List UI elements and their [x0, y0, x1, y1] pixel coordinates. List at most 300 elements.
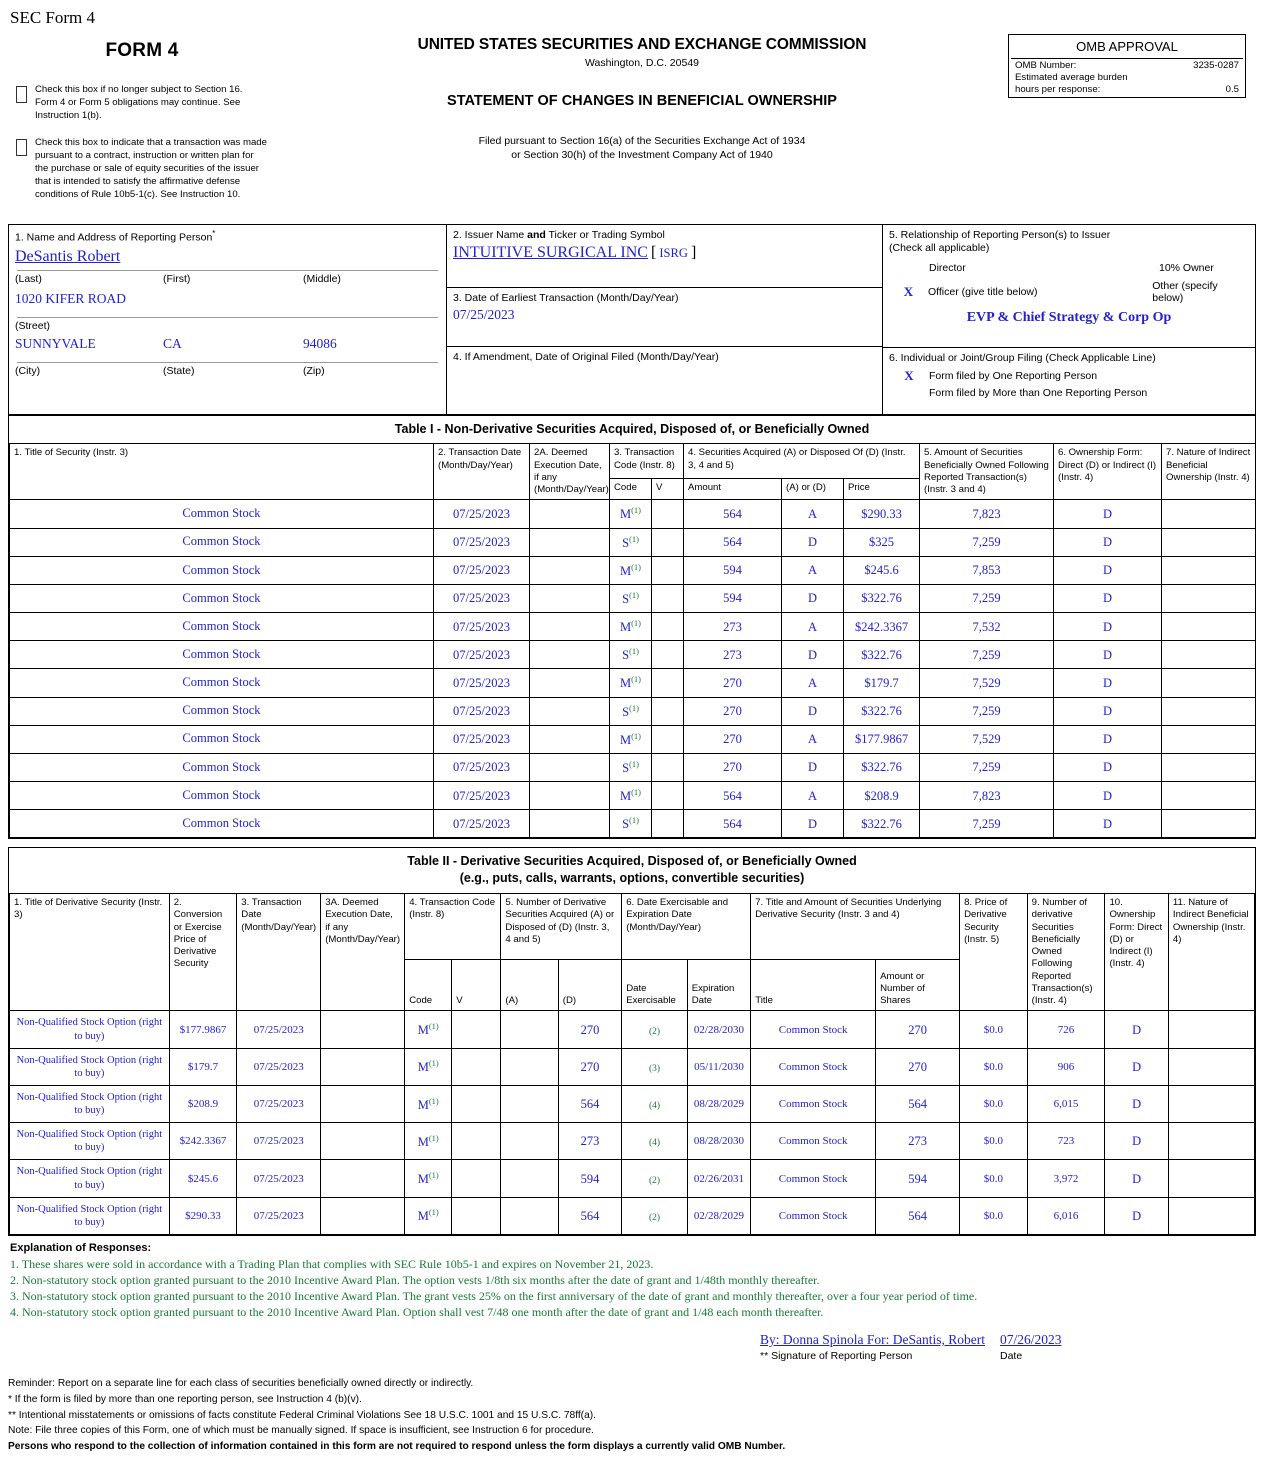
cell-security: Common Stock: [10, 753, 434, 781]
cell-v: [452, 1197, 501, 1234]
box-5-6-column: [883, 225, 1255, 414]
cell-underlying-title: Common Stock: [751, 1085, 876, 1122]
box-3-label: 3. Date of Earliest Transaction (Month/Day/Year): [453, 291, 679, 304]
table-1-title: Table I - Non-Derivative Securities Acquired, Disposed of, or Beneficially Owned: [394, 421, 870, 436]
th2-price-derivative-security: 8. Price of Derivative Security (Instr. 5): [960, 894, 1028, 1011]
table-row: [10, 1085, 1255, 1122]
cell-owned-following: 7,259: [920, 641, 1054, 669]
cell-ownership-form: D: [1054, 697, 1162, 725]
cell-v: [452, 1160, 501, 1197]
cell-ownership-form: D: [1105, 1085, 1168, 1122]
identity-boxes: [8, 224, 1256, 415]
cell-acquired: [501, 1197, 558, 1234]
cell-transaction-date: 07/25/2023: [434, 584, 530, 612]
cell-ownership-form: D: [1054, 753, 1162, 781]
name-captions: [15, 273, 440, 285]
footnote-ref[interactable]: (1): [629, 702, 639, 713]
omb-number-label: OMB Number:: [1015, 60, 1077, 71]
cell-security: Common Stock: [10, 725, 434, 753]
cell-security: Common Stock: [10, 500, 434, 528]
cell-owned-following: 7,529: [920, 725, 1054, 753]
cell-ownership-form: D: [1054, 641, 1162, 669]
cell-transaction-date: 07/25/2023: [237, 1123, 321, 1160]
th2-transaction-code: 4. Transaction Code (Instr. 8): [405, 894, 501, 960]
footnote-ref[interactable]: (1): [629, 758, 639, 769]
box-6-filing-type: [883, 348, 1255, 414]
cell-v: [652, 641, 684, 669]
cell-nature-indirect: [1162, 613, 1256, 641]
cell-deemed-date: [321, 1085, 405, 1122]
table-row: [10, 697, 1256, 725]
caption-zip: (Zip): [303, 364, 325, 377]
th-nature-indirect-ownership: 7. Nature of Indirect Beneficial Ownership (Instr. 4): [1162, 444, 1256, 500]
cell-transaction-date: 07/25/2023: [434, 810, 530, 838]
cell-expiration-date: 02/28/2029: [687, 1197, 750, 1234]
th-amount: Amount: [684, 479, 782, 500]
th-price: Price: [844, 479, 920, 500]
cell-underlying-shares: 564: [876, 1085, 960, 1122]
table-row: [10, 556, 1256, 584]
cell-derivative-security: Non-Qualified Stock Option (right to buy): [10, 1085, 170, 1122]
th2-date-exercisable-expiration: 6. Date Exercisable and Expiration Date (Month/Day/Year): [622, 894, 751, 960]
th2-number-owned-following: 9. Number of derivative Securities Beneficially Owned Following Reported Transaction(s) (Instr. 4): [1027, 894, 1105, 1011]
cell-transaction-date: 07/25/2023: [434, 725, 530, 753]
cell-owned-following: 7,259: [920, 810, 1054, 838]
cell-nature-indirect: [1168, 1085, 1254, 1122]
table-2-header-row-1: [10, 894, 1255, 960]
cell-date-exercisable: [622, 1123, 688, 1160]
cell-transaction-code: M$^{(1)}$: [610, 613, 652, 641]
cell-v: [652, 528, 684, 556]
divider-citystatezip: [17, 362, 438, 363]
footer-notes: [8, 1376, 1256, 1455]
cell-expiration-date: 02/28/2030: [687, 1011, 750, 1048]
th2-a: (A): [501, 959, 558, 1011]
footnote-ref[interactable]: (1): [428, 1170, 439, 1180]
relationship-row-officer[interactable]: [889, 280, 1249, 304]
cell-acquired-disposed: D: [782, 697, 844, 725]
cell-disposed: 594: [558, 1160, 621, 1197]
footnote-ref[interactable]: (1): [631, 787, 642, 797]
explanation-item: 4. Non-statutory stock option granted pursuant to the 2010 Incentive Award Plan. Option shall vest 7/48 one month after the date of grant and 1/48 each month thereafter.: [10, 1304, 824, 1319]
cell-price: $322.76: [844, 584, 920, 612]
cell-security: Common Stock: [10, 669, 434, 697]
cell-nature-indirect: [1168, 1123, 1254, 1160]
cell-v: [652, 500, 684, 528]
cell-transaction-date: 07/25/2023: [434, 697, 530, 725]
cell-transaction-code: M$^{(1)}$: [610, 669, 652, 697]
citystatezip-captions: [15, 365, 440, 377]
cell-derivatives-owned: 6,016: [1027, 1197, 1105, 1234]
cell-ownership-form: D: [1105, 1197, 1168, 1234]
cell-transaction-code: M$^{(1)}$: [405, 1011, 452, 1048]
omb-approval-box: [1008, 34, 1246, 98]
cell-price: $177.9867: [844, 725, 920, 753]
table-row: [10, 1197, 1255, 1234]
cell-date-exercisable: [622, 1011, 688, 1048]
footer-note-star: * If the form is filed by more than one reporting person, see Instruction 4 (b)(v).: [8, 1393, 362, 1405]
cell-v: [652, 697, 684, 725]
cell-nature-indirect: [1168, 1197, 1254, 1234]
cell-acquired-disposed: A: [782, 500, 844, 528]
footer-note-double-star: ** Intentional misstatements or omissions of facts constitute Federal Criminal Violations See 18 U.S.C. 1001 and 15 U.S.C. 78ff(a).: [8, 1409, 596, 1421]
cell-price: $322.76: [844, 641, 920, 669]
filing-row-more-persons[interactable]: [889, 387, 1249, 399]
cell-price: $208.9: [844, 782, 920, 810]
cell-transaction-date: 07/25/2023: [237, 1011, 321, 1048]
cell-amount: 594: [684, 556, 782, 584]
cell-owned-following: 7,529: [920, 669, 1054, 697]
sec-form-label: SEC Form 4: [10, 8, 96, 27]
cell-nature-indirect: [1168, 1160, 1254, 1197]
cell-transaction-code: M$^{(1)}$: [405, 1048, 452, 1085]
cell-amount: 564: [684, 782, 782, 810]
cell-derivative-price: $0.0: [960, 1160, 1028, 1197]
box-1-reporting-person: [9, 225, 447, 414]
cell-acquired-disposed: A: [782, 613, 844, 641]
cell-expiration-date: 02/26/2031: [687, 1160, 750, 1197]
cell-underlying-shares: 564: [876, 1197, 960, 1234]
cell-underlying-shares: 594: [876, 1160, 960, 1197]
issuer-line: [453, 244, 876, 262]
th2-v: V: [452, 959, 501, 1011]
omb-title: OMB APPROVAL: [1011, 37, 1243, 59]
reporting-person-street: 1020 KIFER ROAD: [15, 290, 127, 306]
cell-acquired-disposed: D: [782, 753, 844, 781]
cell-security: Common Stock: [10, 556, 434, 584]
cell-disposed: 564: [558, 1197, 621, 1234]
footnote-ref[interactable]: (2): [648, 1175, 661, 1186]
reporting-person-name[interactable]: DeSantis Robert: [15, 247, 121, 265]
th2-date-exercisable: Date Exercisable: [622, 959, 688, 1011]
cell-derivative-price: $0.0: [960, 1123, 1028, 1160]
footnote-ref[interactable]: (1): [629, 815, 639, 826]
th2-ownership-form: 10. Ownership Form: Direct (D) or Indirect (I) (Instr. 4): [1105, 894, 1168, 1011]
cell-ownership-form: D: [1054, 810, 1162, 838]
box-5-relationship: [883, 225, 1255, 347]
footnote-ref[interactable]: (1): [428, 1132, 439, 1143]
omb-hours-value: 0.5: [1225, 84, 1239, 95]
form-title: FORM 4: [105, 40, 179, 61]
filed-line-1: Filed pursuant to Section 16(a) of the Securities Exchange Act of 1934: [478, 135, 806, 147]
cell-ownership-form: D: [1105, 1048, 1168, 1085]
explanation-list: [8, 1257, 1256, 1320]
cell-underlying-shares: 270: [876, 1048, 960, 1085]
cell-acquired-disposed: A: [782, 782, 844, 810]
omb-number-value: 3235-0287: [1193, 60, 1239, 71]
cell-price: $325: [844, 528, 920, 556]
cell-v: [452, 1011, 501, 1048]
cell-nature-indirect: [1162, 697, 1256, 725]
table-row: [10, 641, 1256, 669]
cell-ownership-form: D: [1105, 1160, 1168, 1197]
cell-ownership-form: D: [1054, 725, 1162, 753]
cell-v: [652, 669, 684, 697]
cell-transaction-code: S$^{(1)}$: [610, 810, 652, 838]
cell-expiration-date: 08/28/2029: [687, 1085, 750, 1122]
cell-acquired: [501, 1123, 558, 1160]
omb-hours-label: hours per response:: [1015, 84, 1101, 95]
reporting-person-state: CA: [163, 335, 182, 351]
cell-ownership-form: D: [1105, 1123, 1168, 1160]
cell-deemed-date: [321, 1123, 405, 1160]
cell-v: [652, 584, 684, 612]
cell-derivatives-owned: 6,015: [1027, 1085, 1105, 1122]
cell-owned-following: 7,259: [920, 528, 1054, 556]
cell-transaction-code: M$^{(1)}$: [405, 1197, 452, 1234]
box-2-issuer: [447, 225, 882, 287]
one-person-checkmark[interactable]: X: [904, 368, 914, 384]
filed-line-2: or Section 30(h) of the Investment Company Act of 1940: [511, 149, 773, 162]
cell-ownership-form: D: [1054, 613, 1162, 641]
filing-row-one-person[interactable]: [889, 368, 1249, 384]
footnote-ref[interactable]: (2): [648, 1026, 661, 1037]
footer-reminder: Reminder: Report on a separate line for each class of securities beneficially owned directly or indirectly.: [8, 1377, 474, 1389]
th2-underlying-amount: Amount or Number of Shares: [876, 959, 960, 1011]
table-2-title: [9, 848, 1255, 893]
table-1-header-row-1: [10, 444, 1256, 479]
table-row: [10, 669, 1256, 697]
cell-date-exercisable: [622, 1085, 688, 1122]
th-a-or-d: (A) or (D): [782, 479, 844, 500]
signature-date: 07/26/2023: [1000, 1331, 1062, 1347]
omb-burden-row: [1011, 71, 1243, 83]
cell-transaction-date: 07/25/2023: [434, 641, 530, 669]
relationship-row-director[interactable]: [889, 262, 1249, 274]
cell-owned-following: 7,259: [920, 584, 1054, 612]
cell-acquired-disposed: A: [782, 669, 844, 697]
cell-deemed-date: [530, 782, 610, 810]
cell-derivative-security: Non-Qualified Stock Option (right to buy): [10, 1197, 170, 1234]
th2-number-derivative-securities: 5. Number of Derivative Securities Acquired (A) or Disposed of (D) (Instr. 3, 4 and 5): [501, 894, 622, 960]
cell-derivatives-owned: 906: [1027, 1048, 1105, 1085]
caption-last: (Last): [15, 272, 42, 285]
issuer-name[interactable]: INTUITIVE SURGICAL INC: [453, 244, 648, 262]
cell-acquired: [501, 1048, 558, 1085]
cell-amount: 273: [684, 641, 782, 669]
cell-security: Common Stock: [10, 782, 434, 810]
table-2-title-line1: Table II - Derivative Securities Acquired, Disposed of, or Beneficially Owned: [407, 854, 857, 869]
reporting-person-city: SUNNYVALE: [15, 335, 96, 351]
checkbox-rule10b5-1-label: Check this box to indicate that a transaction was made pursuant to a contract, instruction or written plan for the purchase or sale of equity securities of the issuer that is intended to satisfy the affirmative defense conditions of Rule 10b5-1(c). See Instruction 10.: [35, 136, 267, 200]
cell-deemed-date: [321, 1011, 405, 1048]
th2-transaction-date: 3. Transaction Date (Month/Day/Year): [237, 894, 321, 1011]
checkbox-rule10b5-1[interactable]: [16, 139, 27, 156]
cell-transaction-code: S$^{(1)}$: [610, 753, 652, 781]
cell-transaction-date: 07/25/2023: [237, 1197, 321, 1234]
cell-amount: 564: [684, 500, 782, 528]
cell-security: Common Stock: [10, 584, 434, 612]
cell-underlying-shares: 270: [876, 1011, 960, 1048]
cell-conversion-price: $177.9867: [169, 1011, 237, 1048]
box-3-earliest-transaction: [447, 288, 882, 346]
agency-address: Washington, D.C. 20549: [584, 57, 699, 69]
th-title-of-security: 1. Title of Security (Instr. 3): [10, 444, 434, 500]
th2-d: (D): [558, 959, 621, 1011]
footnote-ref[interactable]: (4): [648, 1138, 661, 1149]
checkbox-row-section16[interactable]: [8, 84, 276, 123]
signature-name[interactable]: By: Donna Spinola For: DeSantis, Robert: [760, 1331, 985, 1347]
table-row: [10, 528, 1256, 556]
issuer-ticker[interactable]: ISRG: [659, 246, 688, 261]
cell-transaction-code: S$^{(1)}$: [610, 528, 652, 556]
th2-title-derivative-security: 1. Title of Derivative Security (Instr. 3): [10, 894, 170, 1011]
cell-transaction-date: 07/25/2023: [434, 613, 530, 641]
cell-amount: 270: [684, 725, 782, 753]
bracket-open: [: [651, 244, 657, 262]
cell-deemed-date: [530, 810, 610, 838]
cell-security: Common Stock: [10, 697, 434, 725]
th2-deemed-execution-date: 3A. Deemed Execution Date, if any (Month/Day/Year): [321, 894, 405, 1011]
footnote-ref[interactable]: (2): [648, 1212, 661, 1223]
cell-ownership-form: D: [1105, 1011, 1168, 1048]
cell-ownership-form: D: [1054, 669, 1162, 697]
cell-price: $242.3367: [844, 613, 920, 641]
checkbox-row-rule10b5-1[interactable]: [8, 137, 276, 202]
cell-security: Common Stock: [10, 613, 434, 641]
cell-ownership-form: D: [1054, 500, 1162, 528]
footnote-ref[interactable]: (1): [428, 1021, 439, 1031]
cell-disposed: 273: [558, 1123, 621, 1160]
header-right-column: [1008, 32, 1256, 98]
cell-acquired-disposed: D: [782, 528, 844, 556]
cell-transaction-code: M$^{(1)}$: [610, 782, 652, 810]
bracket-close: ]: [690, 244, 697, 262]
cell-nature-indirect: [1162, 782, 1256, 810]
cell-derivatives-owned: 3,972: [1027, 1160, 1105, 1197]
th-ownership-form: 6. Ownership Form: Direct (D) or Indirect (I) (Instr. 4): [1054, 444, 1162, 500]
explanation-section: [8, 1242, 1256, 1320]
cell-disposed: 270: [558, 1048, 621, 1085]
footnote-ref[interactable]: (1): [629, 533, 639, 544]
cell-security: Common Stock: [10, 528, 434, 556]
cell-deemed-date: [321, 1048, 405, 1085]
footnote-ref[interactable]: (1): [631, 505, 642, 516]
cell-transaction-date: 07/25/2023: [434, 556, 530, 584]
cell-transaction-date: 07/25/2023: [434, 753, 530, 781]
cell-amount: 270: [684, 697, 782, 725]
cell-v: [652, 613, 684, 641]
cell-derivatives-owned: 723: [1027, 1123, 1105, 1160]
cell-expiration-date: 08/28/2030: [687, 1123, 750, 1160]
footnote-ref[interactable]: (3): [648, 1063, 661, 1074]
cell-ownership-form: D: [1054, 528, 1162, 556]
officer-label: Officer (give title below): [928, 285, 1038, 298]
cell-amount: 564: [684, 810, 782, 838]
footnote-ref[interactable]: (1): [428, 1207, 439, 1218]
table-row: [10, 584, 1256, 612]
checkbox-section16[interactable]: [16, 86, 27, 103]
table-row: [10, 500, 1256, 528]
footnote-ref[interactable]: (1): [629, 589, 639, 600]
filed-pursuant-text: [276, 134, 1008, 162]
table-2-container: [8, 847, 1256, 1236]
table-row: [10, 725, 1256, 753]
cell-v: [652, 810, 684, 838]
table-2-body: [10, 1011, 1255, 1235]
cell-transaction-code: M$^{(1)}$: [610, 725, 652, 753]
cell-derivative-price: $0.0: [960, 1197, 1028, 1234]
footnote-ref[interactable]: (1): [631, 561, 642, 572]
footnote-ref[interactable]: (1): [631, 730, 642, 741]
cell-owned-following: 7,823: [920, 500, 1054, 528]
box-4-amendment-date: [447, 347, 882, 413]
cell-deemed-date: [530, 697, 610, 725]
officer-title-value: EVP & Chief Strategy & Corp Op: [966, 309, 1172, 325]
relationship-checkboxes: [889, 262, 1249, 304]
cell-derivative-security: Non-Qualified Stock Option (right to buy): [10, 1160, 170, 1197]
omb-burden-label: Estimated average burden: [1015, 72, 1128, 83]
footnote-ref[interactable]: (1): [631, 618, 642, 629]
director-label: Director: [929, 261, 966, 274]
checkbox-section16-label: Check this box if no longer subject to Section 16. Form 4 or Form 5 obligations may continue. See Instruction 1(b).: [35, 84, 243, 121]
cell-transaction-date: 07/25/2023: [237, 1048, 321, 1085]
cell-date-exercisable: [622, 1048, 688, 1085]
cell-derivative-security: Non-Qualified Stock Option (right to buy): [10, 1048, 170, 1085]
box-3-value: 07/25/2023: [453, 307, 515, 323]
header-left-column: [8, 32, 276, 216]
cell-acquired-disposed: A: [782, 725, 844, 753]
cell-transaction-code: M$^{(1)}$: [610, 556, 652, 584]
cell-price: $245.6: [844, 556, 920, 584]
cell-deemed-date: [321, 1197, 405, 1234]
one-person-label: Form filed by One Reporting Person: [929, 370, 1098, 383]
th-transaction-code: 3. Transaction Code (Instr. 8): [610, 444, 684, 479]
cell-deemed-date: [530, 669, 610, 697]
cell-derivative-price: $0.0: [960, 1011, 1028, 1048]
footnote-ref[interactable]: (1): [631, 674, 642, 685]
footnote-ref[interactable]: (4): [648, 1101, 661, 1111]
cell-price: $322.76: [844, 697, 920, 725]
cell-nature-indirect: [1162, 810, 1256, 838]
cell-transaction-code: M$^{(1)}$: [610, 500, 652, 528]
officer-checkmark[interactable]: X: [903, 283, 914, 299]
cell-underlying-title: Common Stock: [751, 1160, 876, 1197]
cell-transaction-code: S$^{(1)}$: [610, 697, 652, 725]
cell-derivative-security: Non-Qualified Stock Option (right to buy): [10, 1123, 170, 1160]
cell-derivative-security: Non-Qualified Stock Option (right to buy): [10, 1011, 170, 1048]
cell-underlying-title: Common Stock: [751, 1011, 876, 1048]
signature-block: [8, 1332, 1256, 1362]
cell-v: [652, 753, 684, 781]
cell-price: $322.76: [844, 810, 920, 838]
footer-note-file-copies: Note: File three copies of this Form, one of which must be manually signed. If space is insufficient, see Instruction 6 for procedure.: [8, 1425, 594, 1437]
cell-amount: 270: [684, 669, 782, 697]
footnote-ref[interactable]: (1): [428, 1095, 439, 1106]
caption-state: (State): [163, 364, 195, 377]
box-1-label: 1. Name and Address of Reporting Person*: [15, 228, 216, 243]
cell-deemed-date: [530, 584, 610, 612]
cell-transaction-date: 07/25/2023: [434, 528, 530, 556]
cell-deemed-date: [321, 1160, 405, 1197]
cell-transaction-code: M$^{(1)}$: [405, 1085, 452, 1122]
cell-deemed-date: [530, 500, 610, 528]
table-2: [9, 893, 1255, 1235]
header-center-column: [276, 32, 1008, 162]
divider-street: [17, 317, 438, 318]
caption-first: (First): [163, 272, 191, 285]
cell-nature-indirect: [1162, 669, 1256, 697]
cell-date-exercisable: [622, 1160, 688, 1197]
footnote-ref[interactable]: (1): [428, 1058, 439, 1069]
cell-nature-indirect: [1162, 641, 1256, 669]
cell-conversion-price: $208.9: [169, 1085, 237, 1122]
cell-ownership-form: D: [1054, 782, 1162, 810]
signature-fields: [760, 1332, 1062, 1362]
footnote-ref[interactable]: (1): [629, 646, 639, 657]
cell-nature-indirect: [1162, 500, 1256, 528]
cell-nature-indirect: [1168, 1011, 1254, 1048]
